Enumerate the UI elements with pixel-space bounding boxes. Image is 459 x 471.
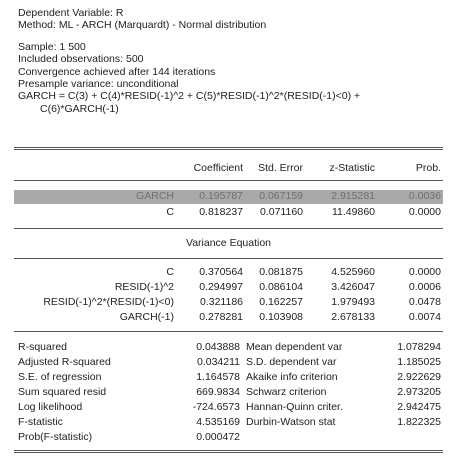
divider bbox=[14, 147, 443, 150]
se-cell: 0.162257 bbox=[259, 296, 303, 308]
garch-equation-line2: C(6)*GARCH(-1) bbox=[40, 102, 119, 115]
stat-label: Adjusted R-squared bbox=[18, 356, 111, 368]
estimation-header bbox=[18, 7, 360, 115]
stat-value: 2.973205 bbox=[397, 386, 441, 398]
coef-cell: 0.294997 bbox=[199, 281, 243, 293]
stat-value: 1.185025 bbox=[397, 356, 441, 368]
stat-value: 1.078294 bbox=[397, 341, 441, 353]
row-name: GARCH(-1) bbox=[119, 311, 174, 323]
table-row[interactable] bbox=[14, 190, 443, 204]
z-cell: 2.678133 bbox=[331, 311, 375, 323]
stat-value: 1.164578 bbox=[196, 371, 240, 383]
stat-label: Durbin-Watson stat bbox=[246, 416, 336, 428]
stat-row bbox=[14, 356, 443, 370]
table-row[interactable] bbox=[14, 206, 443, 220]
z-cell: 11.49860 bbox=[331, 206, 375, 218]
z-cell: 4.525960 bbox=[331, 266, 375, 278]
stat-row bbox=[14, 431, 443, 445]
table-row[interactable] bbox=[14, 266, 443, 280]
stat-value: 4.535169 bbox=[196, 416, 240, 428]
stat-value: 2.942475 bbox=[397, 401, 441, 413]
prob-cell: 0.0000 bbox=[408, 266, 441, 278]
prob-cell: 0.0000 bbox=[408, 206, 441, 218]
presample-variance: Presample variance: unconditional bbox=[18, 78, 179, 91]
stat-value: -724.6573 bbox=[192, 401, 240, 413]
column-header-row bbox=[14, 162, 443, 176]
row-name: C bbox=[166, 266, 174, 278]
row-name: RESID(-1)^2 bbox=[114, 281, 174, 293]
z-cell: 2.915281 bbox=[331, 190, 375, 202]
stat-value: 1.822325 bbox=[397, 416, 441, 428]
stat-value: 0.000472 bbox=[196, 431, 240, 443]
col-prob: Prob. bbox=[415, 162, 441, 174]
divider bbox=[14, 258, 443, 259]
stat-value: 669.9834 bbox=[196, 386, 240, 398]
row-name: C bbox=[166, 206, 174, 218]
stat-row bbox=[14, 341, 443, 355]
stat-row bbox=[14, 416, 443, 430]
divider bbox=[14, 228, 443, 229]
stat-label: Akaike info criterion bbox=[246, 371, 338, 383]
stat-label: Prob(F-statistic) bbox=[18, 431, 93, 443]
stat-label: S.D. dependent var bbox=[246, 356, 337, 368]
divider bbox=[14, 180, 443, 181]
prob-cell: 0.0006 bbox=[408, 281, 441, 293]
stat-row bbox=[14, 386, 443, 400]
prob-cell: 0.0074 bbox=[408, 311, 441, 323]
divider bbox=[14, 331, 443, 332]
se-cell: 0.067159 bbox=[259, 190, 303, 202]
method: Method: ML - ARCH (Marquardt) - Normal distribution bbox=[18, 19, 267, 32]
table-row[interactable] bbox=[14, 281, 443, 295]
table-row[interactable] bbox=[14, 296, 443, 310]
col-z-statistic: z-Statistic bbox=[329, 162, 375, 174]
coef-cell: 0.195787 bbox=[199, 190, 243, 202]
stat-row bbox=[14, 401, 443, 415]
table-row[interactable] bbox=[14, 311, 443, 325]
stat-label: Log likelihood bbox=[18, 401, 83, 413]
stat-label: R-squared bbox=[18, 341, 68, 353]
coef-cell: 0.278281 bbox=[199, 311, 243, 323]
stat-label: Schwarz criterion bbox=[246, 386, 327, 398]
se-cell: 0.086104 bbox=[259, 281, 303, 293]
row-name: RESID(-1)^2*(RESID(-1)<0) bbox=[43, 296, 174, 308]
stat-label: Mean dependent var bbox=[246, 341, 343, 353]
row-name: GARCH bbox=[136, 190, 174, 202]
stat-label: F-statistic bbox=[18, 416, 63, 428]
se-cell: 0.103908 bbox=[259, 311, 303, 323]
stat-value: 0.043888 bbox=[196, 341, 240, 353]
coef-cell: 0.321186 bbox=[199, 296, 243, 308]
stat-label: S.E. of regression bbox=[18, 371, 102, 383]
stat-label: Hannan-Quinn criter. bbox=[246, 401, 343, 413]
stat-label: Sum squared resid bbox=[18, 386, 107, 398]
col-coefficient: Coefficient bbox=[193, 162, 243, 174]
se-cell: 0.081875 bbox=[259, 266, 303, 278]
convergence: Convergence achieved after 144 iterations bbox=[18, 65, 216, 78]
variance-equation-title: Variance Equation bbox=[185, 237, 272, 249]
z-cell: 3.426047 bbox=[331, 281, 375, 293]
coef-cell: 0.370564 bbox=[199, 266, 243, 278]
divider bbox=[14, 450, 443, 453]
garch-equation-line1: GARCH = C(3) + C(4)*RESID(-1)^2 + C(5)*RESID(-1)^2*(RESID(-1)<0) + bbox=[18, 90, 361, 103]
stat-row bbox=[14, 371, 443, 385]
stat-value: 2.922629 bbox=[397, 371, 441, 383]
dependent-variable: Dependent Variable: R bbox=[18, 7, 124, 19]
col-std-error: Std. Error bbox=[258, 162, 303, 174]
prob-cell: 0.0478 bbox=[408, 296, 441, 308]
se-cell: 0.071160 bbox=[259, 206, 303, 218]
coef-cell: 0.818237 bbox=[199, 206, 243, 218]
z-cell: 1.979493 bbox=[331, 296, 375, 308]
prob-cell: 0.0036 bbox=[408, 190, 441, 202]
sample: Sample: 1 500 bbox=[18, 40, 86, 53]
stat-value: 0.034211 bbox=[196, 356, 240, 368]
included-observations: Included observations: 500 bbox=[18, 53, 144, 66]
